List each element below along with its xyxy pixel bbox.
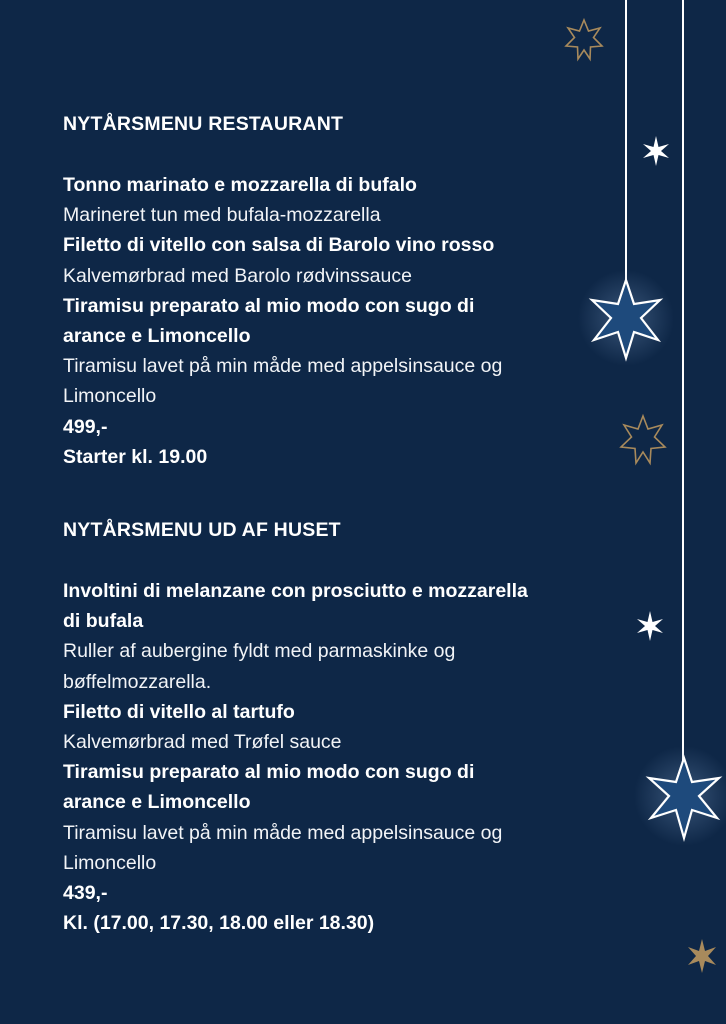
dish-italian: Filetto di vitello con salsa di Barolo vino rosso — [63, 234, 495, 257]
dish-italian: Involtini di melanzane con prosciutto e mozzarella — [63, 580, 528, 603]
section-title: NYTÅRSMENU UD AF HUSET — [63, 519, 341, 542]
menu-content — [63, 111, 583, 938]
dish-italian: arance e Limoncello — [63, 325, 251, 348]
dish-italian: di bufala — [63, 610, 144, 633]
dish-danish: Kalvemørbrad med Barolo rødvinssauce — [63, 264, 412, 287]
dish-italian: Tiramisu preparato al mio modo con sugo di — [63, 294, 475, 317]
dish-danish: Limoncello — [63, 385, 157, 408]
dish-danish: Tiramisu lavet på min måde med appelsinsauce og — [63, 355, 503, 378]
gold-star-icon — [566, 20, 602, 59]
small-white-star-icon — [643, 136, 669, 166]
menu-price: 439,- — [63, 882, 108, 905]
section-title: NYTÅRSMENU RESTAURANT — [63, 113, 344, 135]
dish-danish: Tiramisu lavet på min måde med appelsinsauce og — [63, 821, 503, 844]
gold-filled-star-icon — [688, 939, 716, 973]
menu-section-takeaway — [63, 517, 583, 938]
dish-danish: Marineret tun med bufala-mozzarella — [63, 204, 381, 227]
dish-italian: Tiramisu preparato al mio modo con sugo di — [63, 761, 475, 784]
gold-star-icon — [621, 416, 665, 463]
dish-danish: Ruller af aubergine fyldt med parmaskinke og — [63, 640, 456, 663]
menu-time: Starter kl. 19.00 — [63, 445, 208, 468]
dish-italian: Tonno marinato e mozzarella di bufalo — [63, 174, 417, 196]
dish-danish: Kalvemørbrad med Trøfel sauce — [63, 731, 342, 754]
dish-italian: Filetto di vitello al tartufo — [63, 700, 295, 723]
dish-italian: arance e Limoncello — [63, 791, 251, 814]
menu-price: 499,- — [63, 415, 108, 438]
menu-section-restaurant — [63, 111, 583, 472]
menu-time: Kl. (17.00, 17.30, 18.00 eller 18.30) — [63, 912, 375, 935]
small-white-star-icon — [637, 611, 663, 641]
dish-danish: Limoncello — [63, 851, 157, 874]
dish-danish: bøffelmozzarella. — [63, 670, 212, 693]
